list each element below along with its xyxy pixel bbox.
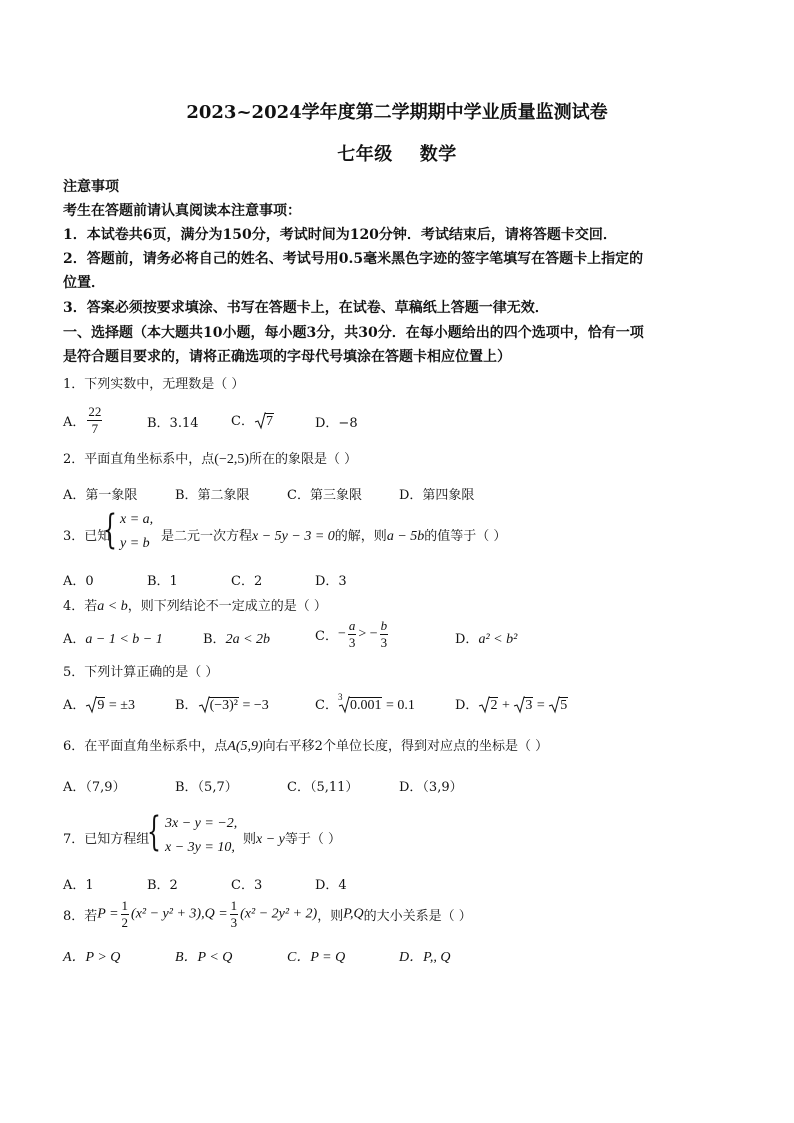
option-d: D．P,, Q [399,950,451,965]
radical-icon [198,696,210,714]
question-6-stem: 6．在平面直角坐标系中，点A(5,9)向右平移2个单位长度，得到对应点的坐标是（ ） [63,739,549,754]
option-b: B．3.14 [147,416,199,431]
notice-item-1: 1．本试卷共6页，满分为150分，考试时间为120分钟．考试结束后，请将答题卡交回． [63,227,617,243]
option-a: A．（7,9） [63,780,126,795]
option-a: A．a − 1 < b − 1 [63,632,163,647]
brace-icon: { [147,809,161,855]
option-d: D．a² < b² [455,632,518,647]
option-c: C．第三象限 [287,488,362,503]
option-b: B． (−3)² = −3 [175,698,269,713]
option-a: A．0 [63,574,94,589]
radical-icon [85,696,97,714]
option-b: B．（5,7） [175,780,238,795]
option-c: C．2 [231,574,263,589]
notice-item-2: 2．答题前，请务必将自己的姓名、考试号用0.5毫米黑色字迹的签字笔填写在答题卡上指定的 [63,251,644,267]
option-c: C． 3 0.001 = 0.1 [315,692,415,713]
option-d: D．第四象限 [399,488,475,503]
option-d: D．3 [315,574,347,589]
notice-heading: 注意事项 [63,179,119,195]
option-c: C．P = Q [287,950,346,965]
question-5-stem: 5．下列计算正确的是（ ） [63,665,219,680]
option-b: B．第二象限 [175,488,250,503]
notice-item-3: 3．答案必须按要求填涂、书写在答题卡上，在试卷、草稿纸上答题一律无效． [63,300,549,316]
section-heading-line2: 是符合题目要求的，请将正确选项的字母代号填涂在答题卡相应位置上） [63,349,511,365]
option-a: A． 9 = ±3 [63,698,135,713]
brace-icon: { [103,507,117,553]
question-3-stem: 3．已知 { x = a, y = b 是二元一次方程x − 5y − 3 = 0的解，则a − 5b的值等于（ ） [63,507,507,553]
option-c: C．3 [231,878,263,893]
option-a: A．P > Q [63,950,121,965]
option-d: D． 2 + 3 = 5 [455,698,568,713]
section-heading-line1: 一、选择题（本大题共10小题，每小题3分，共30分．在每小题给出的四个选项中，恰有一项 [63,325,644,341]
option-a: A．第一象限 [63,488,138,503]
radical-icon [548,696,560,714]
option-c: C．− $\frac{a}{3}$ > − $\frac{b}{3}$ [315,618,388,650]
radical-icon [478,696,490,714]
question-4-stem: 4．若a < b，则下列结论不一定成立的是（ ） [63,599,327,614]
option-d: D．4 [315,878,347,893]
question-1-stem: 1．下列实数中，无理数是（ ） [63,377,245,392]
option-a: A． $\frac{22}{7}$ [63,404,102,436]
notice-item-2-cont: 位置． [63,275,105,291]
option-d: D．（3,9） [399,780,463,795]
option-c: C． 7 [231,414,273,429]
option-b: B．P < Q [175,950,233,965]
notice-intro: 考生在答题前请认真阅读本注意事项： [63,203,301,219]
option-b: B．1 [147,574,178,589]
option-a: A．1 [63,878,94,893]
page-title: 2023~2024学年度第二学期期中学业质量监测试卷 [186,102,608,123]
option-c: C．（5,11） [287,780,359,795]
question-2-stem: 2．平面直角坐标系中，点(−2,5)所在的象限是（ ） [63,452,358,467]
fraction: $\frac{22}{7}$ [88,404,102,436]
question-7-stem: 7．已知方程组 { 3x − y = −2, x − 3y = 10, 则x − y等于（ ） [63,809,342,855]
radical-icon [513,696,525,714]
option-d: D．−8 [315,416,358,431]
option-b: B．2 [147,878,178,893]
page-subtitle: 七年级 数学 [337,144,457,165]
radical-icon [338,696,350,714]
question-8-stem: 8．若P = $\frac{1}{2}$ (x² − y² + 3),Q = $\frac{1}{3}$ (x² − 2y² + 2)，则P,Q的大小关系是（ ） [63,898,472,930]
radical-icon [254,412,266,430]
option-b: B．2a < 2b [203,632,271,647]
